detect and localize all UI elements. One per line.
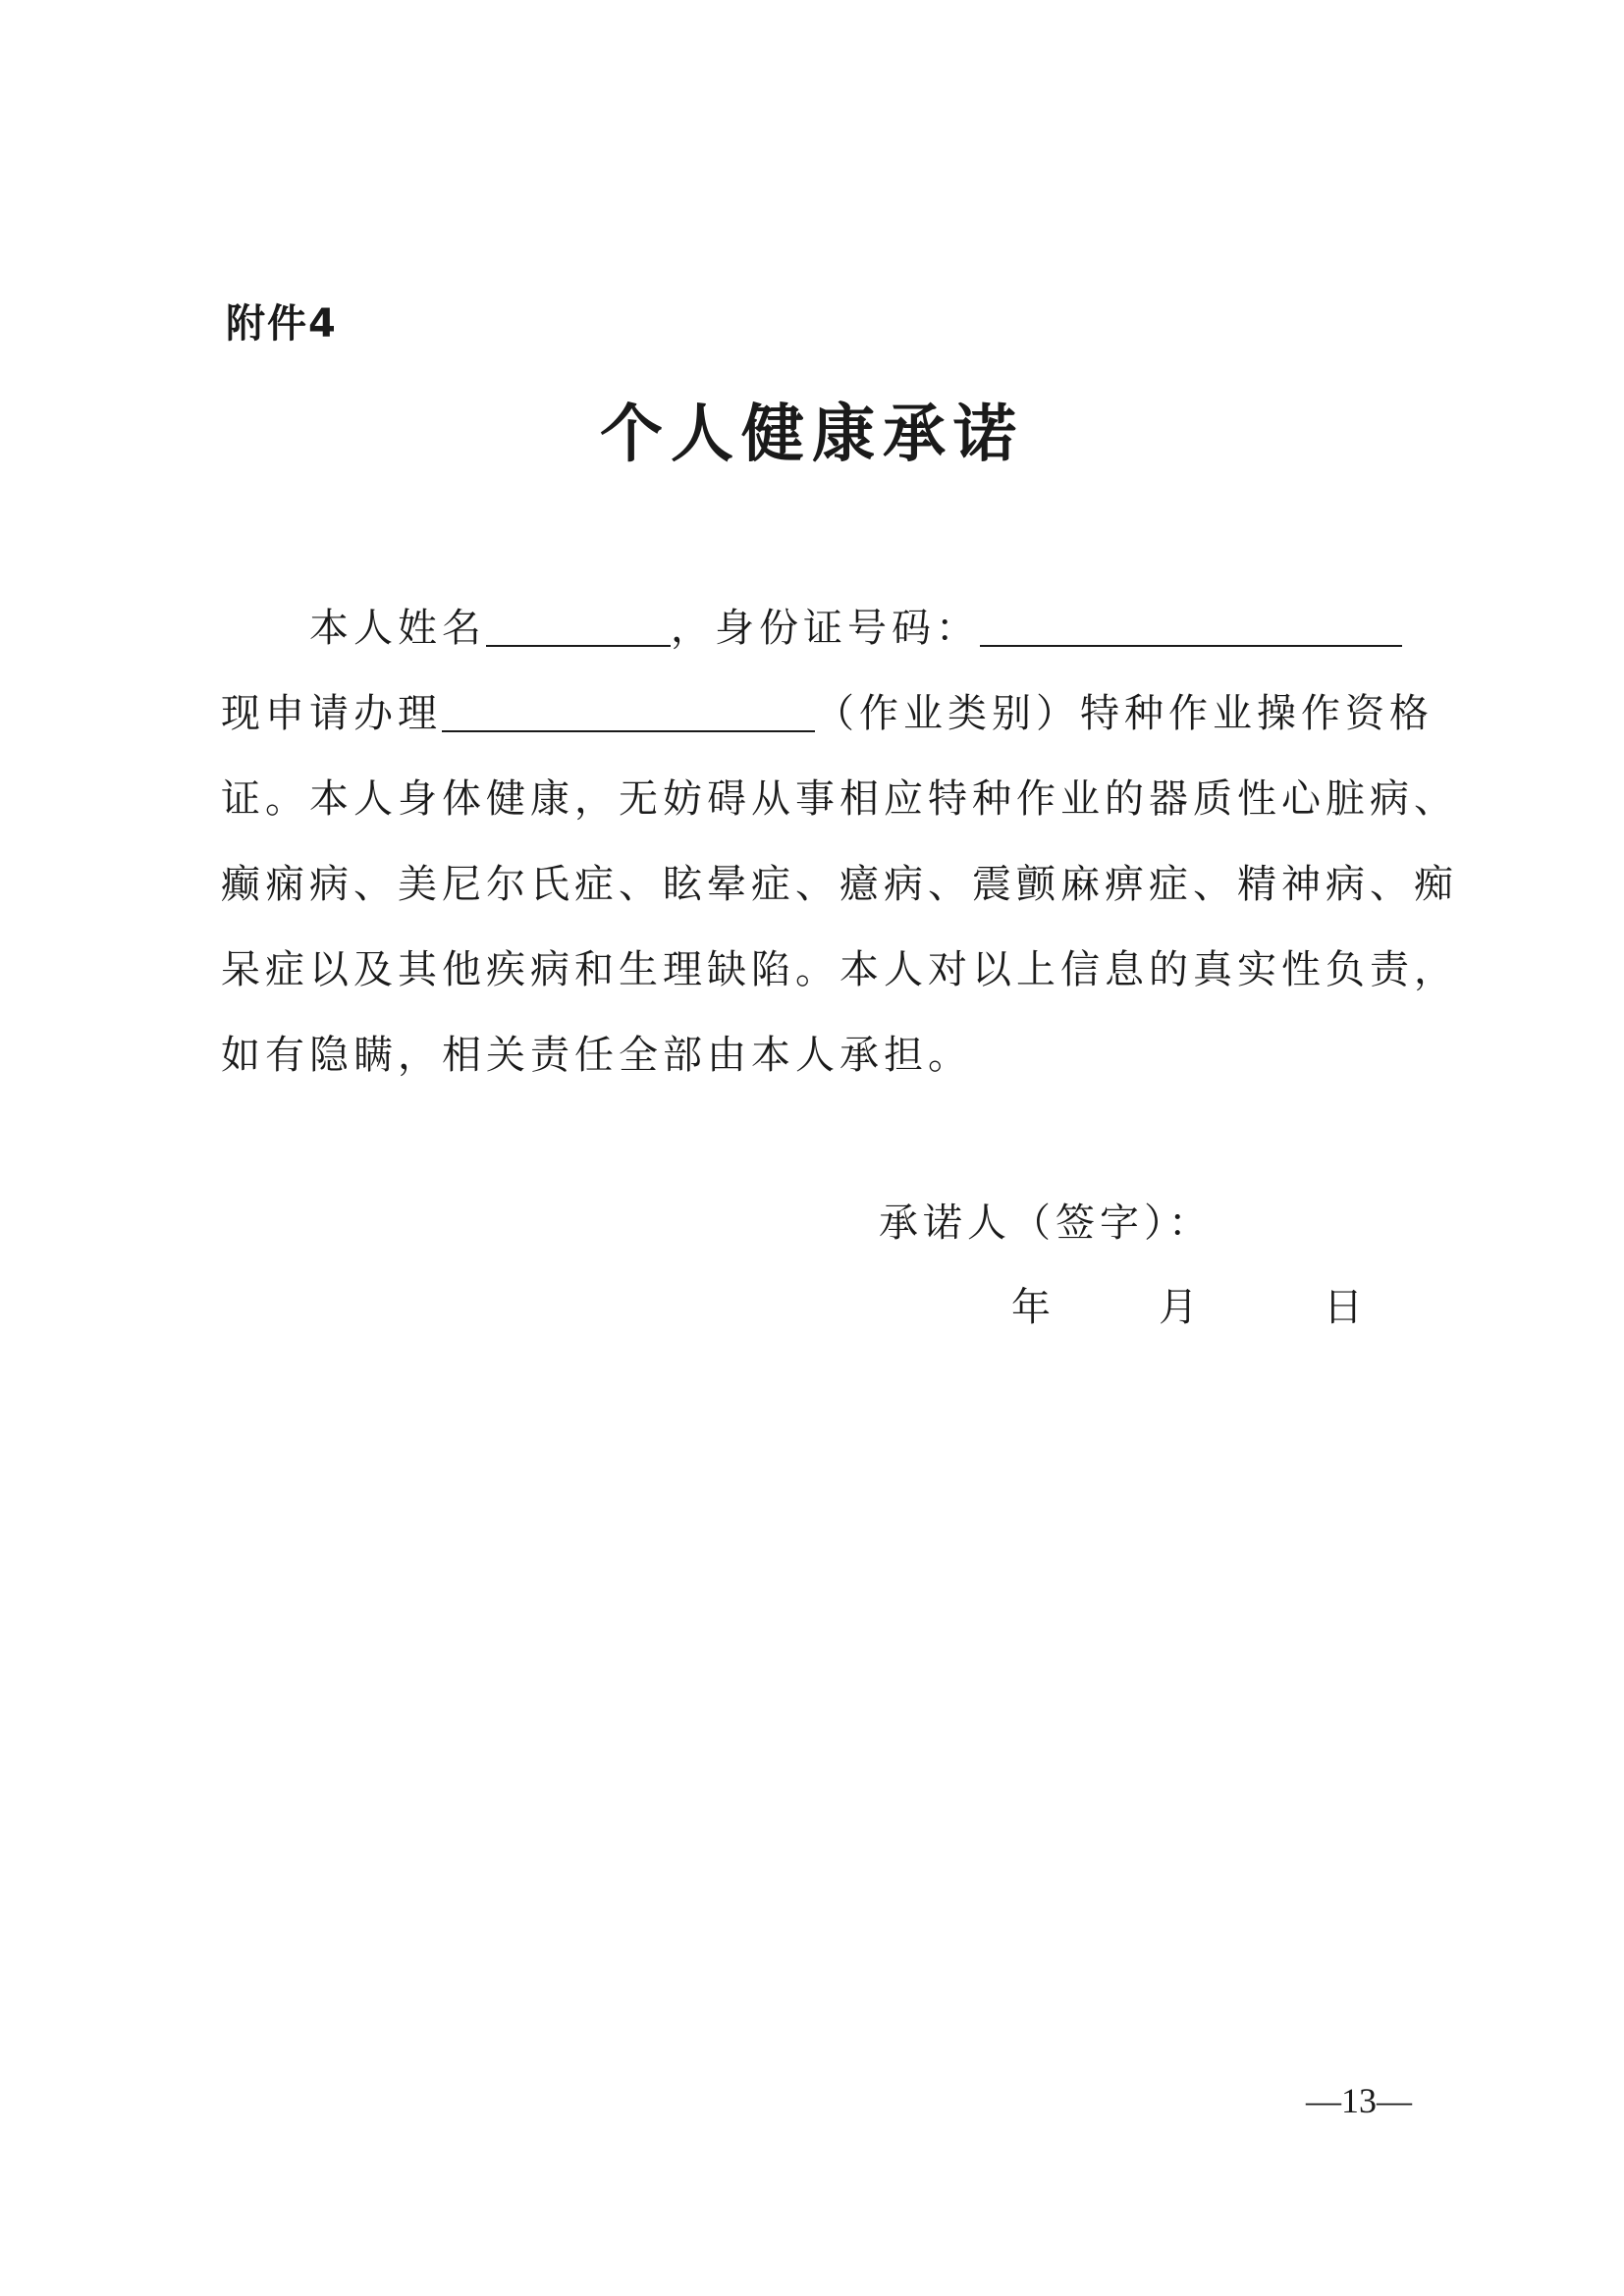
body-line-3: 证。本人身体健康，无妨碍从事相应特种作业的器质性心脏病、 [221,776,1458,822]
date-year-label: 年 [1011,1285,1051,1330]
work-category-label: （作业类别）特种作业操作资格 [815,691,1434,736]
signer-label: 承诺人（签字）： [879,1201,1213,1246]
body-line-1 [309,599,1402,658]
work-category-blank[interactable] [442,687,815,732]
id-number-label: ，身份证号码： [671,606,980,651]
attachment-label: 附件4 [226,301,338,347]
page-number: —13— [1306,2081,1412,2120]
name-label: 本人姓名 [309,606,486,651]
body-line-2 [221,684,1434,743]
body-line-6: 如有隐瞒，相关责任全部由本人承担。 [221,1033,972,1078]
body-line-4: 癫痫病、美尼尔氏症、眩晕症、癔病、震颤麻痹症、精神病、痴 [221,862,1458,907]
body-line-5: 呆症以及其他疾病和生理缺陷。本人对以上信息的真实性负责， [221,947,1458,992]
apply-label: 现申请办理 [221,691,442,736]
id-number-blank[interactable] [980,602,1402,647]
document-title: 个人健康承诺 [600,398,1024,471]
date-day-label: 日 [1324,1285,1363,1330]
date-month-label: 月 [1159,1285,1198,1330]
name-blank[interactable] [486,602,671,647]
